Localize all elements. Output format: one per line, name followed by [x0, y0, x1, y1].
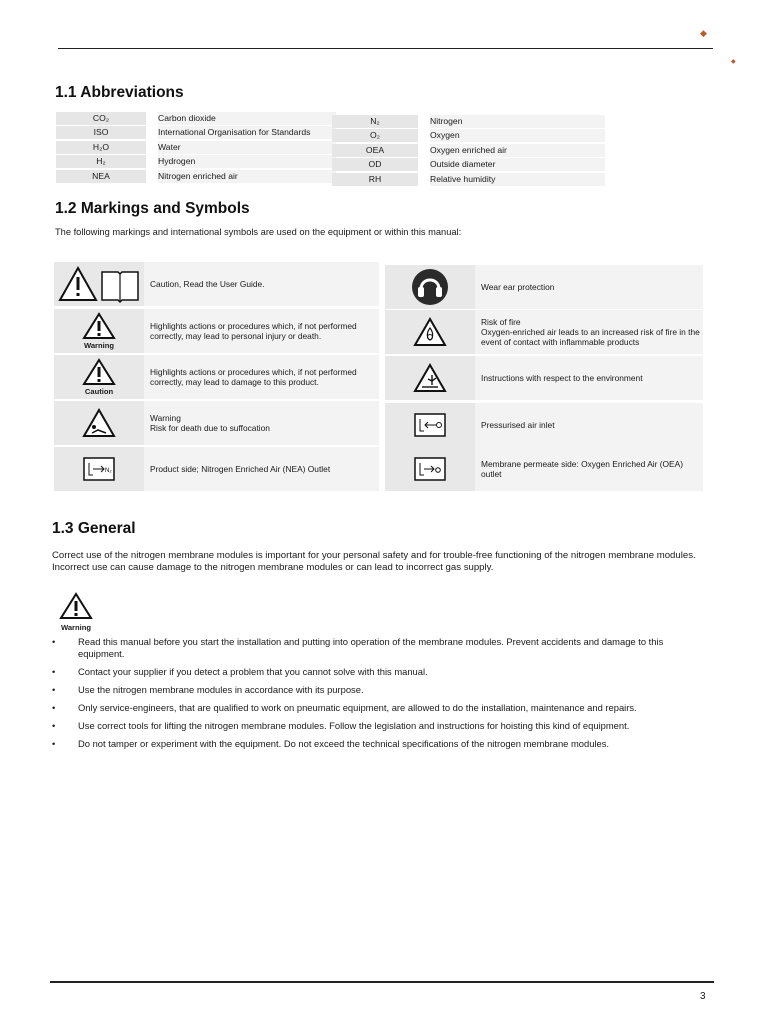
symbol-row: [54, 447, 379, 491]
oxygen-outlet-icon: [385, 447, 475, 491]
symbol-row: [385, 265, 703, 309]
symbol-description: Wear ear protection: [475, 265, 703, 309]
abbreviation-code: O₂: [332, 129, 418, 142]
section-title-general: 1.3 General: [52, 520, 136, 537]
environment-icon: [385, 356, 475, 400]
warning-triangle-icon: [54, 309, 144, 353]
fire-risk-icon: [385, 310, 475, 354]
abbreviation-description: Relative humidity: [430, 173, 605, 186]
abbreviation-row: [332, 172, 605, 187]
abbreviation-row: [332, 114, 605, 129]
symbol-description: Instructions with respect to the environment: [475, 356, 703, 400]
abbreviation-code: NEA: [56, 170, 146, 183]
scan-mark-small: ◆: [731, 59, 736, 65]
abbreviations-left: [56, 111, 336, 184]
abbreviation-description: Oxygen: [430, 129, 605, 142]
abbreviation-description: Nitrogen: [430, 115, 605, 128]
abbreviation-code: CO₂: [56, 112, 146, 125]
abbreviation-row: [56, 169, 336, 184]
abbreviation-row: [56, 155, 336, 170]
abbreviation-code: OEA: [332, 144, 418, 157]
list-item: • Use the nitrogen membrane modules in accordance with its purpose.: [52, 684, 712, 696]
symbol-description: Caution, Read the User Guide.: [144, 262, 379, 306]
svg-text:N₂: N₂: [105, 468, 112, 474]
abbreviation-code: OD: [332, 158, 418, 171]
list-item: • Read this manual before you start the installation and putting into operation of the membrane modules. Prevent accidents and damage to this equipment.: [52, 636, 712, 660]
section-title-abbreviations: 1.1 Abbreviations: [55, 84, 184, 101]
abbreviation-row: [332, 158, 605, 173]
symbol-description: Highlights actions or procedures which, if not performed correctly, may lead to personal injury or death.: [144, 309, 379, 353]
symbol-caption: Warning: [83, 341, 115, 350]
symbol-row: [54, 401, 379, 445]
symbol-description: Membrane permeate side: Oxygen Enriched Air (OEA) outlet: [475, 447, 703, 491]
symbol-description: Highlights actions or procedures which, if not performed correctly, may lead to damage to this product.: [144, 355, 379, 399]
abbreviation-description: Carbon dioxide: [158, 112, 336, 125]
abbreviation-row: [56, 140, 336, 155]
symbol-row: [385, 310, 703, 354]
scan-mark: ◆: [700, 28, 707, 38]
page-number: 3: [700, 991, 706, 1002]
general-bullet-list: [52, 636, 712, 756]
symbol-description: Product side; Nitrogen Enriched Air (NEA) Outlet: [144, 447, 379, 491]
symbol-row: [385, 356, 703, 400]
symbol-row: [54, 309, 379, 353]
suffocation-icon: [54, 401, 144, 445]
symbol-description: Risk of fire Oxygen-enriched air leads to an increased risk of fire in the event of contact with inflammable products: [475, 310, 703, 354]
caution-triangle-icon: [54, 355, 144, 399]
abbreviation-description: Nitrogen enriched air: [158, 170, 336, 183]
abbreviation-code: ISO: [56, 126, 146, 139]
warning-caption: Warning: [60, 623, 92, 632]
air-inlet-icon: [385, 403, 475, 447]
general-paragraph: Correct use of the nitrogen membrane modules is important for your personal safety and for trouble-free functioning of the nitrogen membrane modules. Incorrect use can cause damage to the nitrogen membrane modules or can lead to incorrect gas supply.: [52, 550, 696, 573]
general-warning-symbol: [56, 592, 96, 632]
abbreviation-code: H₂O: [56, 141, 146, 154]
symbol-row: [54, 262, 379, 306]
list-item: • Use correct tools for lifting the nitrogen membrane modules. Follow the legislation and instructions for hoisting this kind of equipment.: [52, 720, 712, 732]
symbol-row: [385, 403, 703, 447]
abbreviation-description: Water: [158, 141, 336, 154]
warning-triangle-icon: [59, 592, 93, 620]
symbol-description: Pressurised air inlet: [475, 403, 703, 447]
abbreviation-row: [332, 143, 605, 158]
markings-intro: The following markings and international symbols are used on the equipment or within this manual:: [55, 227, 462, 237]
abbreviation-description: Oxygen enriched air: [430, 144, 605, 157]
abbreviation-code: N₂: [332, 115, 418, 128]
symbol-description: Warning Risk for death due to suffocation: [144, 401, 379, 445]
abbreviation-code: H₂: [56, 155, 146, 168]
symbol-caption: Caution: [84, 387, 114, 396]
symbol-row: [385, 447, 703, 491]
abbreviations-right: [332, 114, 605, 187]
abbreviation-description: Outside diameter: [430, 158, 605, 171]
nitrogen-outlet-icon: [54, 447, 144, 491]
abbreviation-description: Hydrogen: [158, 155, 336, 168]
list-item: • Only service-engineers, that are qualified to work on pneumatic equipment, are allowed to do the installation, maintenance and repairs.: [52, 702, 712, 714]
bottom-rule: [50, 981, 714, 983]
abbreviation-row: [56, 126, 336, 141]
abbreviation-row: [56, 111, 336, 126]
abbreviation-description: International Organisation for Standards: [158, 126, 336, 139]
abbreviation-code: RH: [332, 173, 418, 186]
list-item: • Contact your supplier if you detect a problem that you cannot solve with this manual.: [52, 666, 712, 678]
top-rule: [58, 48, 713, 49]
caution-read-guide-icon: [54, 262, 144, 306]
list-item: • Do not tamper or experiment with the equipment. Do not exceed the technical specifications of the nitrogen membrane modules.: [52, 738, 712, 750]
section-title-markings: 1.2 Markings and Symbols: [55, 200, 250, 217]
ear-protection-icon: [385, 265, 475, 309]
abbreviation-row: [332, 129, 605, 144]
symbol-row: [54, 355, 379, 399]
